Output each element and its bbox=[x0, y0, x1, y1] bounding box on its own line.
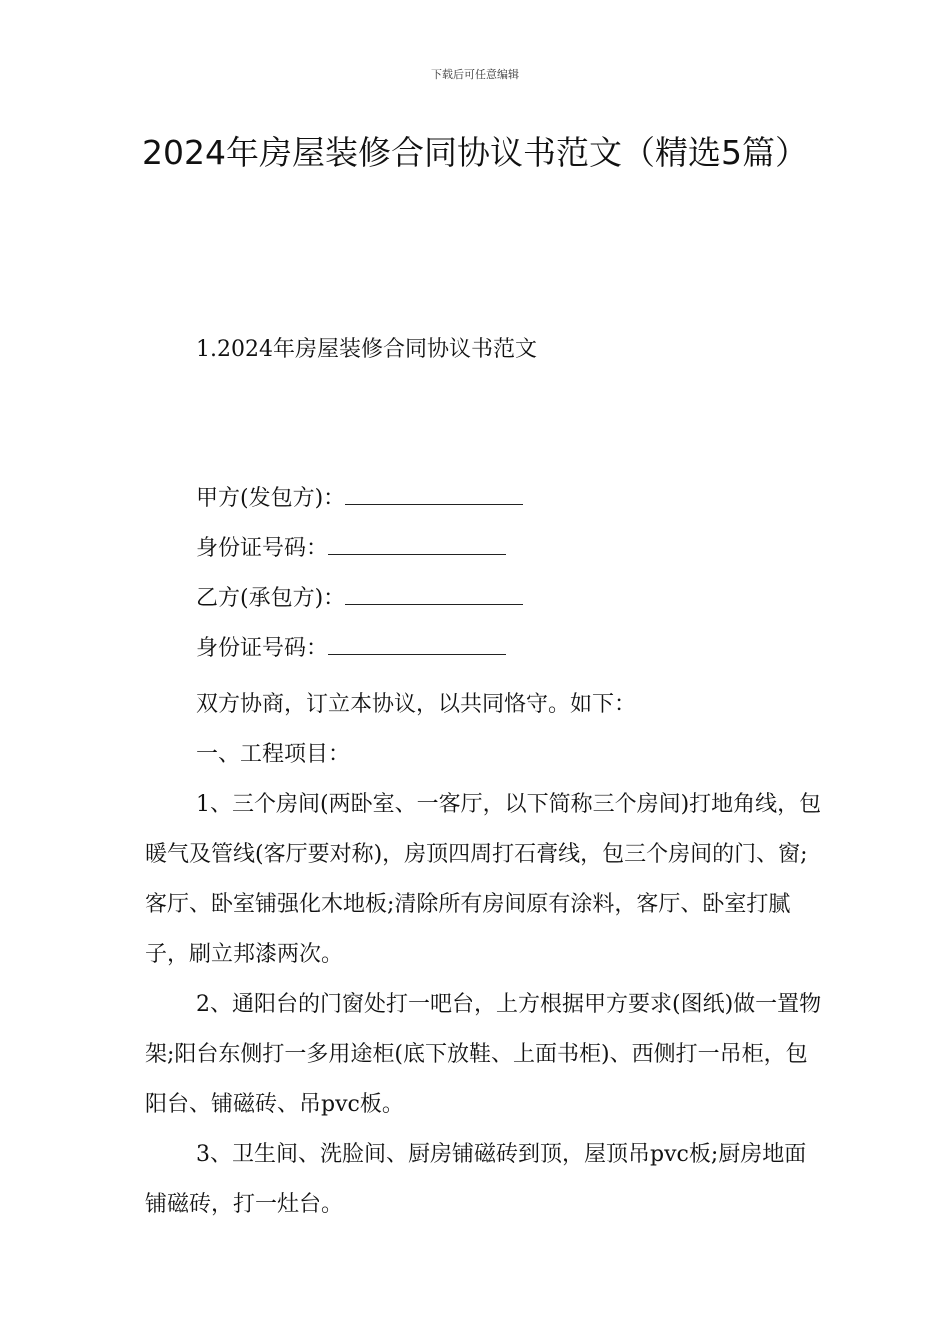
document-title: 2024年房屋装修合同协议书范文（精选5篇） bbox=[142, 133, 808, 172]
party-a-label: 甲方(发包方)： bbox=[196, 486, 346, 511]
party-b-label: 乙方(承包方)： bbox=[196, 586, 346, 611]
clause-1-paragraph: 1、三个房间(两卧室、一客厅，以下简称三个房间)打地角线，包暖气及管线(客厅要对称)，房顶四周打石膏线，包三个房间的门、窗;客厅、卧室铺强化木地板;清除所有房间原有涂料，客厅、卧室打腻子，刷立邦漆两次。 bbox=[145, 792, 822, 967]
section-heading: 1.2024年房屋装修合同协议书范文 bbox=[196, 337, 537, 362]
party-b-id-blank bbox=[328, 632, 506, 655]
party-b-id-field bbox=[196, 631, 523, 681]
clause-2-paragraph: 2、通阳台的门窗处打一吧台，上方根据甲方要求(图纸)做一置物架;阳台东侧打一多用途柜(底下放鞋、上面书柜)、西侧打一吊柜，包阳台、铺磁砖、吊pvc板。 bbox=[145, 992, 822, 1117]
party-a-id-blank bbox=[328, 532, 506, 555]
party-b-blank bbox=[345, 582, 523, 605]
party-b-id-label: 身份证号码： bbox=[196, 636, 329, 661]
party-a-field bbox=[196, 481, 523, 531]
intro-paragraph: 双方协商，订立本协议，以共同恪守。如下： bbox=[196, 692, 637, 717]
party-b-field bbox=[196, 581, 523, 631]
clause-3-paragraph: 3、卫生间、洗脸间、厨房铺磁砖到顶，屋顶吊pvc板;厨房地面铺磁砖，打一灶台。 bbox=[145, 1142, 807, 1217]
party-a-id-label: 身份证号码： bbox=[196, 536, 329, 561]
header-note: 下载后可任意编辑 bbox=[431, 68, 519, 81]
party-fields bbox=[196, 481, 523, 681]
party-a-id-field bbox=[196, 531, 523, 581]
project-heading: 一、工程项目： bbox=[196, 742, 351, 767]
party-a-blank bbox=[345, 482, 523, 505]
contract-body bbox=[145, 680, 825, 1230]
